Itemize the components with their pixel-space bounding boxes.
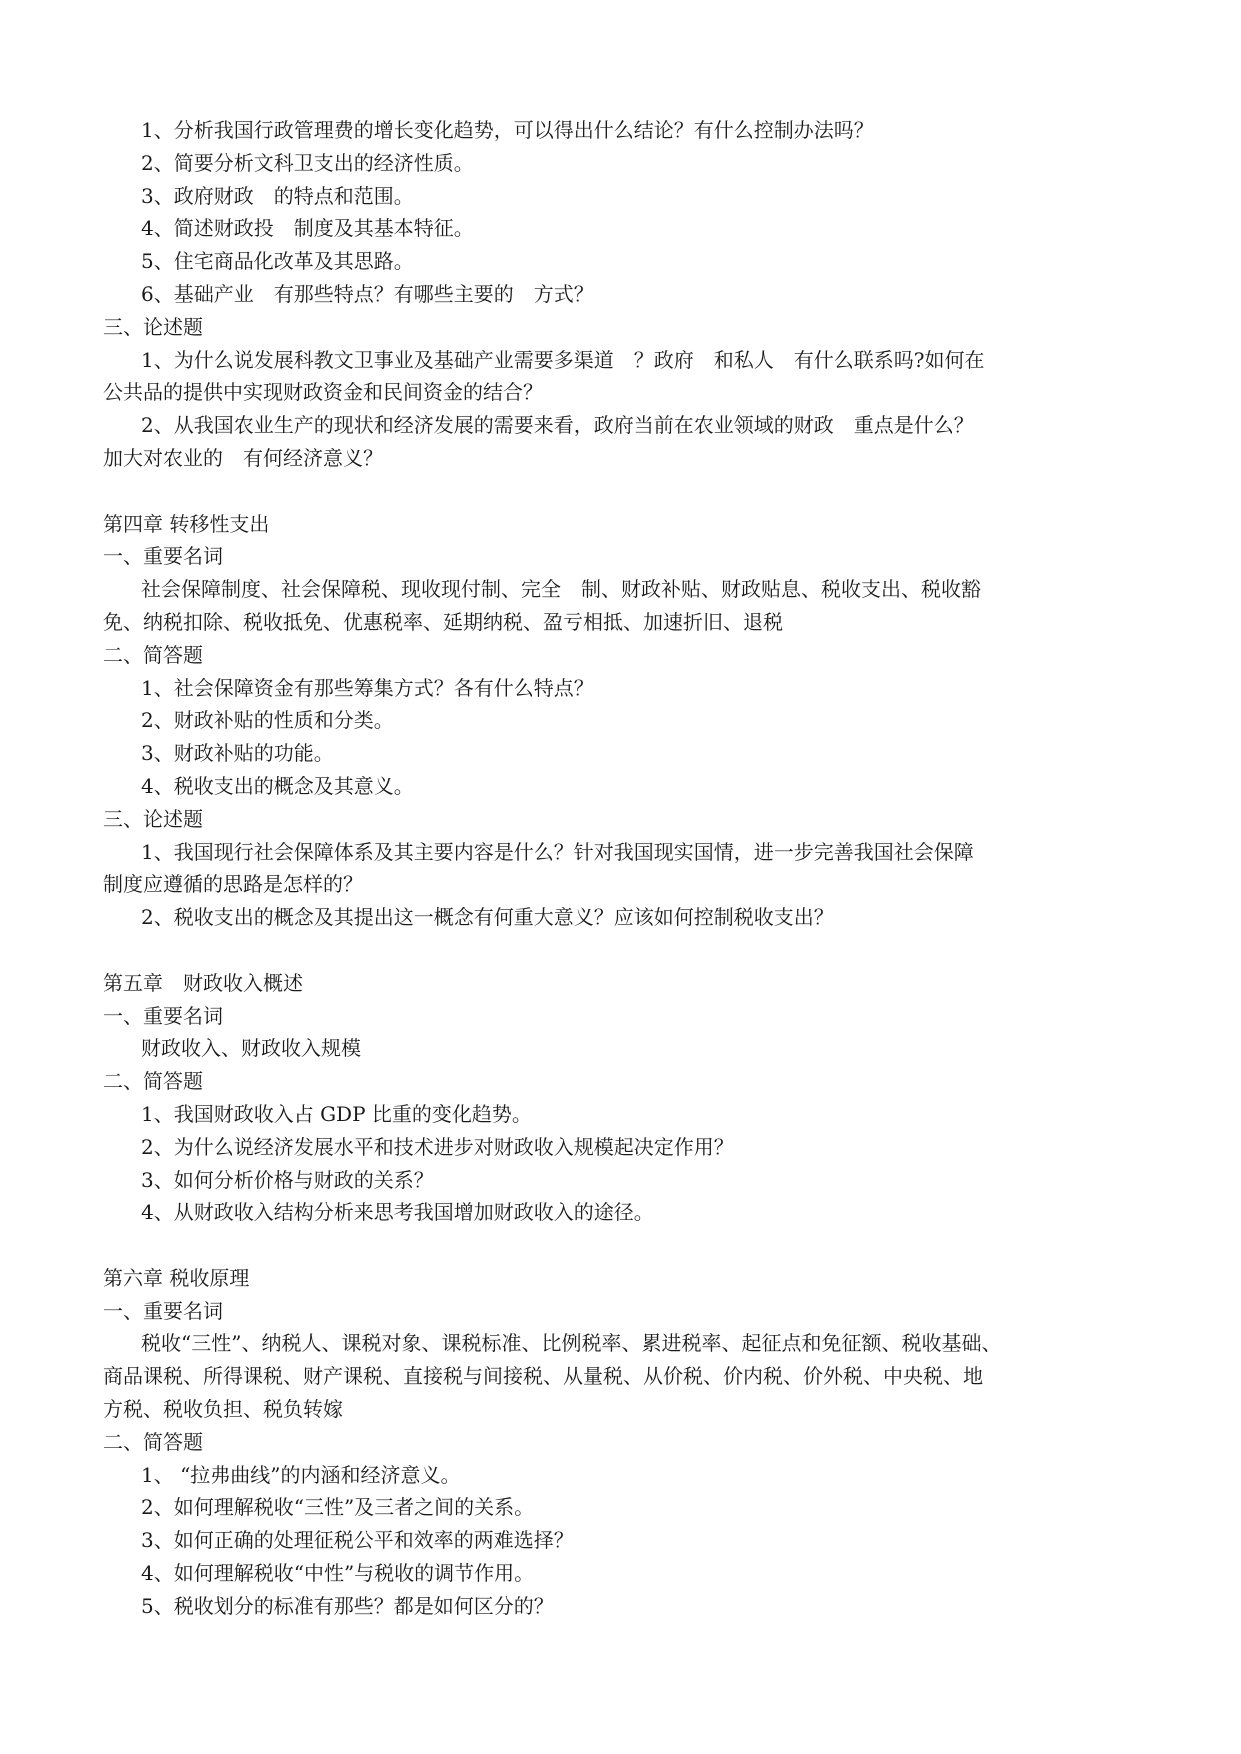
question-item: 3、如何分析价格与财政的关系？: [141, 1167, 434, 1192]
terms-paragraph-continuation: 方税、税收负担、税负转嫁: [103, 1397, 343, 1422]
question-item-continuation: 加大对农业的 有何经济意义？: [103, 445, 383, 470]
chapter-title: 第四章 转移性支出: [103, 511, 270, 536]
question-item: 4、简述财政投 制度及其基本特征。: [141, 216, 474, 241]
terms-paragraph-continuation: 商品课税、所得课税、财产课税、直接税与间接税、从量税、从价税、价内税、价外税、中央税、地: [103, 1364, 983, 1389]
question-item: 1、 “拉弗曲线”的内涵和经济意义。: [141, 1462, 461, 1487]
chapter-title: 第五章 财政收入概述: [103, 970, 303, 995]
terms-paragraph-continuation: 免、纳税扣除、税收抵免、优惠税率、延期纳税、盈亏相抵、加速折旧、退税: [103, 609, 783, 634]
chapter-6: [103, 1262, 1241, 1623]
blank-line: [103, 934, 1241, 967]
question-item: 3、如何正确的处理征税公平和效率的两难选择？: [141, 1528, 574, 1553]
question-item-continuation: 制度应遵循的思路是怎样的？: [103, 872, 363, 897]
question-item: 2、为什么说经济发展水平和技术进步对财政收入规模起决定作用？: [141, 1134, 734, 1159]
question-item: 3、政府财政 的特点和范围。: [141, 183, 414, 208]
question-item: 3、财政补贴的功能。: [141, 741, 334, 766]
question-item-continuation: 公共品的提供中实现财政资金和民间资金的结合？: [103, 380, 543, 405]
question-item: 2、简要分析文科卫支出的经济性质。: [141, 150, 474, 175]
section-heading: 三、论述题: [103, 806, 203, 831]
section-heading: 二、简答题: [103, 642, 203, 667]
terms-paragraph: 税收“三性”、纳税人、课税对象、课税标准、比例税率、累进税率、起征点和免征额、税收基础、: [141, 1331, 1002, 1356]
carryover-essay-section: [103, 311, 1241, 475]
section-heading: 三、论述题: [103, 314, 203, 339]
question-item: 1、分析我国行政管理费的增长变化趋势，可以得出什么结论？有什么控制办法吗？: [141, 118, 874, 142]
question-item: 2、税收支出的概念及其提出这一概念有何重大意义？应该如何控制税收支出？: [141, 905, 834, 930]
carryover-short-answer-section: [103, 114, 1241, 311]
question-item: 4、如何理解税收“中性”与税收的调节作用。: [141, 1561, 535, 1586]
blank-line: [103, 1229, 1241, 1262]
terms-paragraph: 财政收入、财政收入规模: [141, 1036, 361, 1061]
chapter-5: [103, 967, 1241, 1229]
section-heading: 一、重要名词: [103, 1298, 223, 1323]
question-item: 4、税收支出的概念及其意义。: [141, 773, 414, 798]
question-item: 1、我国财政收入占 GDP 比重的变化趋势。: [141, 1101, 532, 1126]
section-heading: 二、简答题: [103, 1069, 203, 1094]
question-item: 4、从财政收入结构分析来思考我国增加财政收入的途径。: [141, 1200, 654, 1225]
section-heading: 一、重要名词: [103, 544, 223, 569]
question-item: 5、税收划分的标准有那些？都是如何区分的？: [141, 1593, 554, 1618]
question-item: 5、住宅商品化改革及其思路。: [141, 249, 414, 274]
section-heading: 二、简答题: [103, 1429, 203, 1454]
question-item: 1、为什么说发展科教文卫事业及基础产业需要多渠道 ？政府 和私人 有什么联系吗?如何在: [141, 347, 985, 372]
question-item: 1、我国现行社会保障体系及其主要内容是什么？针对我国现实国情，进一步完善我国社会保障: [141, 839, 974, 864]
chapter-4: [103, 508, 1241, 934]
question-item: 2、从我国农业生产的现状和经济发展的需要来看，政府当前在农业领域的财政 重点是什么？: [141, 413, 974, 438]
blank-line: [103, 475, 1241, 508]
terms-paragraph: 社会保障制度、社会保障税、现收现付制、完全 制、财政补贴、财政贴息、税收支出、税收豁: [141, 577, 981, 602]
chapter-title: 第六章 税收原理: [103, 1265, 250, 1290]
question-item: 1、社会保障资金有那些筹集方式？各有什么特点？: [141, 675, 594, 700]
question-item: 2、如何理解税收“三性”及三者之间的关系。: [141, 1495, 535, 1520]
question-item: 6、基础产业 有那些特点？有哪些主要的 方式？: [141, 281, 594, 306]
section-heading: 一、重要名词: [103, 1003, 223, 1028]
question-item: 2、财政补贴的性质和分类。: [141, 708, 394, 733]
